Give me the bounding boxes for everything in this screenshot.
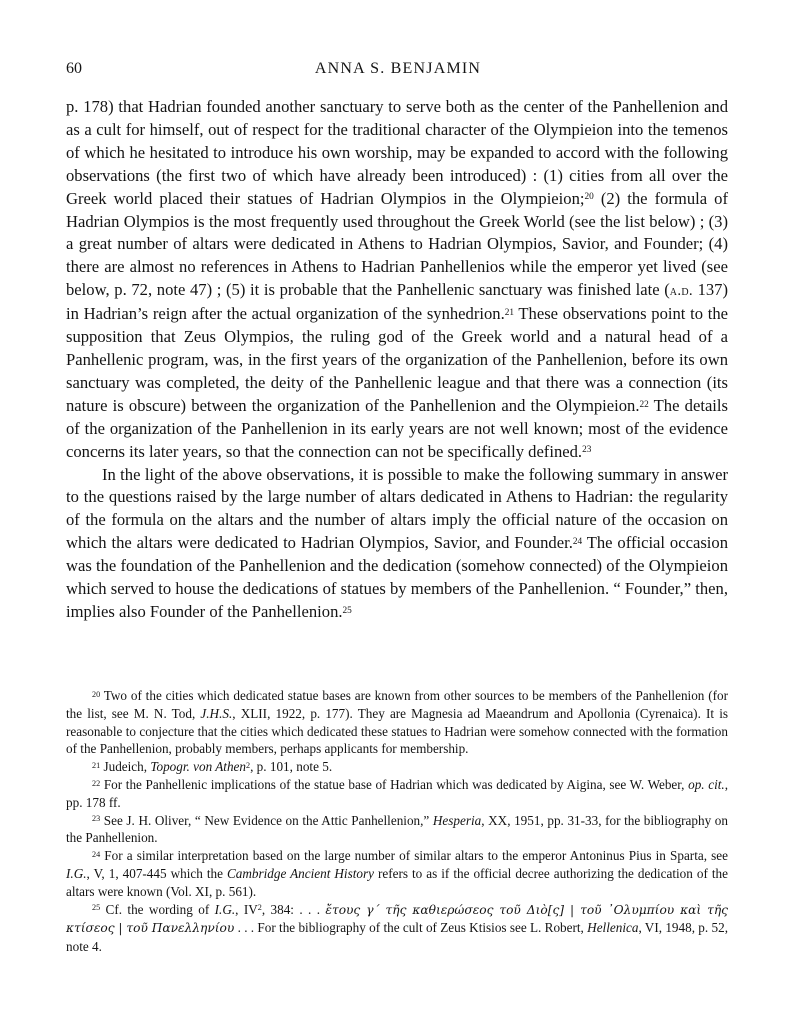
note-text: Judeich, (100, 759, 151, 775)
note-text: . . . For the bibliography of the cult of Zeus Ktisios see L. Robert, (234, 920, 588, 936)
op-cit: op. cit. (688, 776, 725, 792)
footnote-ref-21: 21 (504, 307, 514, 318)
text-run: (2) the formula of Hadrian Olympios is the most frequently used throughout the Greek World (see the list below) ; (3) a great number of altars were dedicated in Athens to Hadrian Olympios, Savior, and Founder; (4) there are almost no references in Athens to Hadrian Panhellenios while the emperor yet lived (see below, p. 72, note 47) ; (5) it is probable that the Panhellenic sanctuary was finished late ( (66, 188, 728, 300)
note-text: , 384: . . . (261, 901, 326, 917)
edition-number: 2 (245, 760, 251, 770)
journal-title: Hesperia (432, 812, 482, 828)
running-head: ANNA S. BENJAMIN (314, 60, 482, 77)
text-run: The official occasion was the foundation of the Panhellenion and the dedication (somehow connected) of the Olympieion which served to house the dedications of statues by members of the Panhellenion. “ Founder,” then, implies also Founder of the Panhellenion. (66, 533, 728, 621)
corpus-abbrev: I.G. (66, 865, 87, 881)
footnote-ref-24: 24 (572, 537, 583, 548)
footnote-ref-22: 22 (639, 399, 649, 410)
note-text: , XX, 1951, pp. 31-33, for the bibliography on the Panhellenion. (66, 812, 728, 846)
note-text: , pp. 178 ff. (66, 776, 729, 810)
footnote-24 (66, 847, 728, 900)
era-abbrev: a.d. (669, 283, 693, 300)
book-title: Cambridge Ancient History (226, 865, 374, 881)
corpus-abbrev: I.G. (214, 901, 236, 917)
paragraph-2 (66, 464, 728, 624)
journal-title: J.H.S. (200, 705, 233, 721)
note-text: , V, 1, 407-445 which the (86, 865, 227, 881)
footnote-ref-23: 23 (582, 445, 592, 456)
footnote-number: 21 (92, 760, 101, 770)
note-text: , IV (235, 901, 258, 917)
volume-part: 2 (257, 903, 262, 913)
text-run: These observations point to the supposition that Zeus Olympios, the ruling god of the Greek world and a natural head of a Panhellenic program, was, in the first years of the organization of the Panhellenion, before its own sanctuary was completed, the deity of the Panhellenic league and that there was a connection (its nature is obscure) between the organization of the Panhellenion and the Olympieion. (66, 304, 728, 415)
footnote-ref-25: 25 (342, 605, 352, 616)
note-text: , p. 101, note 5. (250, 759, 333, 775)
footnote-number: 25 (92, 903, 101, 913)
main-text (66, 96, 728, 624)
note-text: refers to as if the official decree authorizing the dedication of the altars were known (Vol. XI, p. 561). (66, 865, 728, 899)
footnote-number: 20 (92, 689, 101, 699)
text-run: In the light of the above observations, it is possible to make the following summary in answer to the questions raised by the large number of altars dedicated in Athens to Hadrian: the regularity of the formula on the altars and the number of altars imply the official nature of the occasion on which the altars were dedicated to Hadrian Olympios, Savior, and Founder. (66, 464, 728, 553)
text-run: The details of the organization of the Panhellenion in its early years are not well known; most of the evidence concerns its later years, so that the connection can not be specifically defined. (66, 395, 728, 461)
note-text: For the Panhellenic implications of the statue base of Hadrian which was dedicated by Aigina, see W. Weber, (100, 776, 689, 792)
page-number: 60 (66, 60, 82, 77)
footnote-20 (66, 687, 728, 758)
journal-title: Hellenica (587, 920, 639, 936)
text-run: p. 178) that Hadrian founded another sanctuary to serve both as the center of the Panhellenion and as a cult for himself, out of respect for the traditional character of the Olympieion into the temenos of which he hesitated to introduce his own worship, may be expanded to accord with the following observations (the first two of which have already been introduced) : (1) cities from all over the Greek world placed their statues of Hadrian Olympios in the Olympieion; (66, 97, 728, 208)
text-run: 137) in Hadrian’s reign after the actual organization of the synhedrion. (66, 280, 728, 324)
footnote-number: 23 (92, 814, 101, 824)
page-header (66, 60, 730, 84)
note-text: See J. H. Oliver, “ New Evidence on the Attic Panhellenion,” (100, 812, 433, 828)
greek-inscription: ἔτους γ´ τῆς καθιερώσεος τοῦ Διὸ[ς] | τοῦ ᾿Ολυμπίου καὶ τῆς κτίσεος | τοῦ Πανελληνίου (66, 902, 728, 936)
note-text: Two of the cities which dedicated statue bases are known from other sources to be members of the Panhellenion (for the list, see M. N. Tod, (66, 688, 728, 721)
note-text: , VI, 1948, p. 52, note 4. (66, 920, 728, 955)
footnote-22 (66, 776, 728, 812)
note-text: For a similar interpretation based on the large number of similar altars to the emperor Antoninus Pius in Sparta, see (100, 848, 728, 864)
footnote-number: 24 (92, 849, 101, 859)
book-title: Topogr. von Athen (150, 759, 246, 775)
footnote-25 (66, 901, 728, 956)
footnote-23 (66, 812, 728, 848)
paragraph-1 (66, 96, 728, 464)
note-text: , XLII, 1922, p. 177). They are Magnesia ad Maeandrum and Apollonia (Cyrenaica). It is reasonable to conjecture that the cities which dedicated these statues to Hadrian were somehow connected with the formation of the Panhellenion, probably members, perhaps applicants for membership. (66, 705, 728, 757)
footnote-21 (66, 758, 728, 776)
footnote-ref-20: 20 (584, 192, 594, 203)
footnote-number: 22 (92, 778, 101, 788)
footnotes (66, 687, 728, 956)
note-text: Cf. the wording of (100, 901, 215, 917)
